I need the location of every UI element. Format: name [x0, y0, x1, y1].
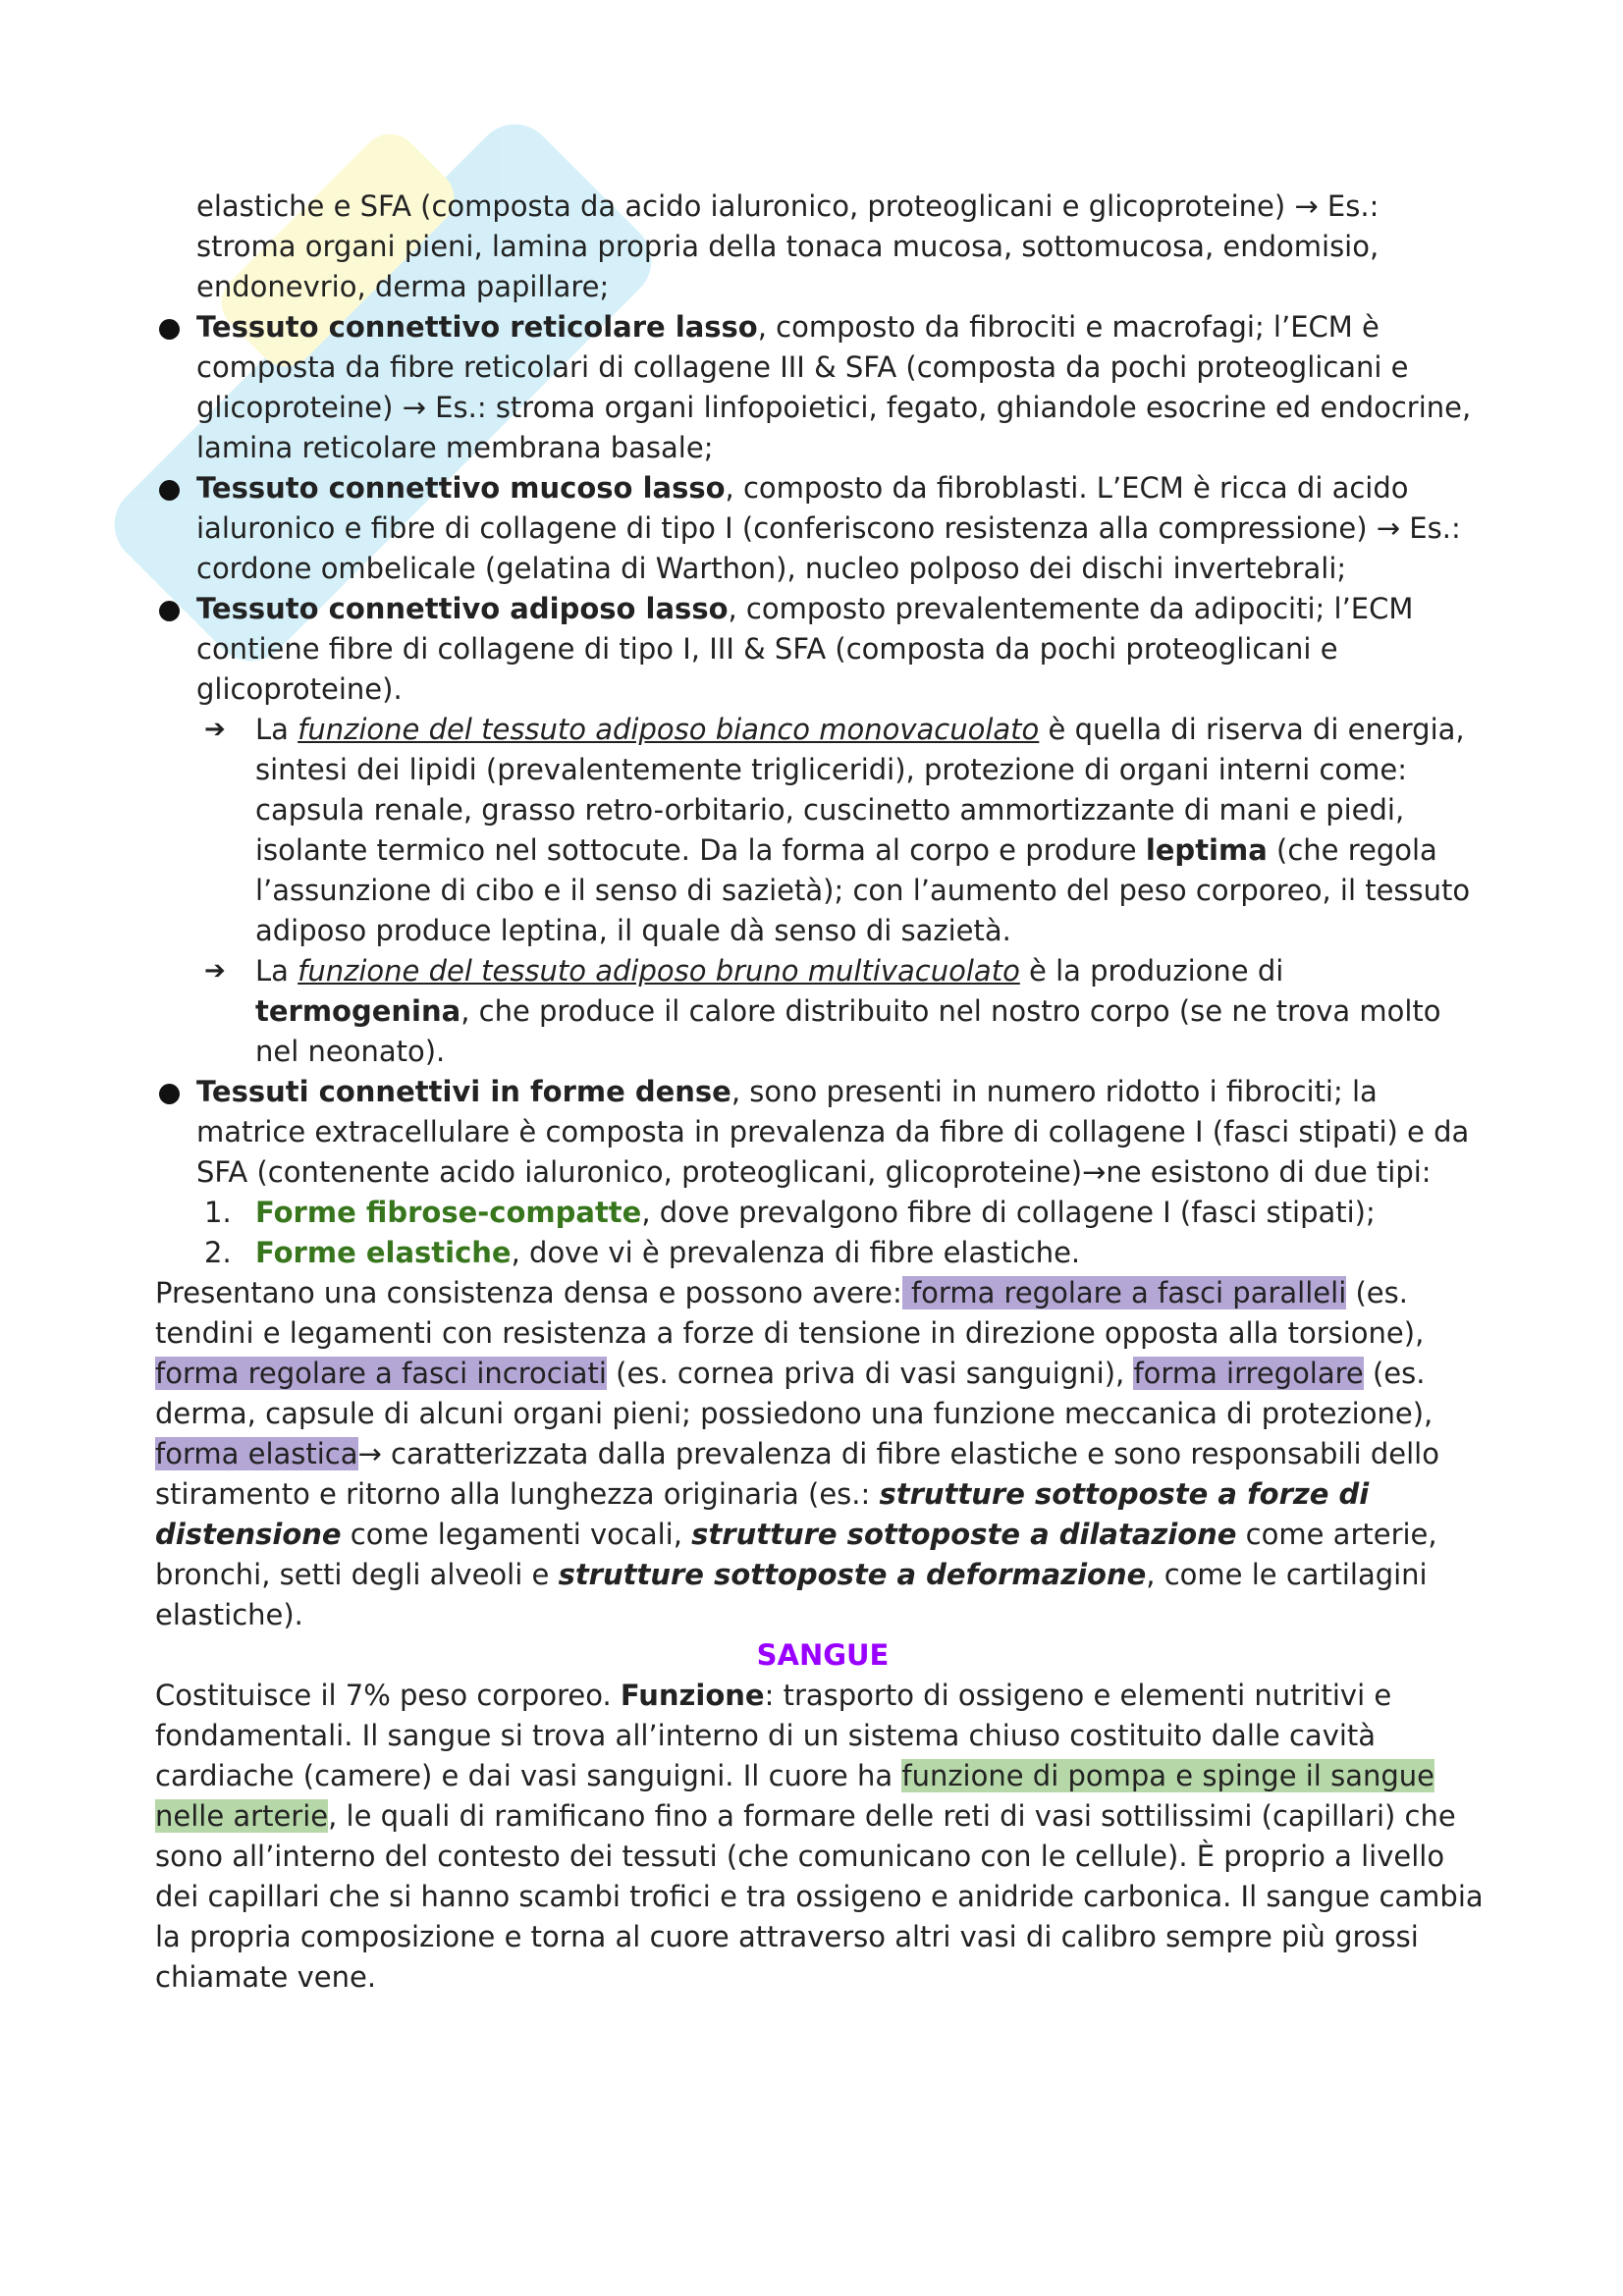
text-run: (es. tendini e legamenti con resistenza a forze di tensione in direzione opposta alla torsione), [155, 1276, 1425, 1350]
item-text: , dove prevalgono fibre di collagene I (fasci stipati); [641, 1196, 1376, 1229]
intro-line: stroma organi pieni, lamina propria della tonaca mucosa, sottomucosa, endomisio, [196, 230, 1380, 263]
sub-item-adiposo-bianco [155, 710, 1490, 951]
item-number: 1. [204, 1196, 232, 1229]
arrow-right-icon: ➔ [204, 715, 226, 744]
text-run: Costituisce il 7% peso corporeo. [155, 1679, 621, 1712]
sub-item-bold: termogenina [255, 994, 461, 1028]
highlight: funzione di pompa e spinge il sangue nelle arterie [155, 1759, 1434, 1833]
bullet-dot-icon [159, 480, 180, 501]
bold-italic-text: strutture sottoposte a deformazione [558, 1558, 1147, 1591]
sub-item-prefix: La [255, 954, 298, 988]
item-text: , dove vi è prevalenza di fibre elastiche. [511, 1236, 1081, 1269]
sub-item-text: è quella di riserva di energia, sintesi dei lipidi (prevalentemente trigliceridi), protezione di organi interni come: capsula renale, grasso retro-orbitario, cuscinetto ammortizzante di mani e piedi, isolante termico nel sottocute. Da la forma al corpo e produre [255, 713, 1465, 867]
bullet-title: Tessuto connettivo reticolare lasso [196, 310, 758, 344]
bullet-denso [155, 1072, 1490, 1193]
bullet-dot-icon [159, 601, 180, 621]
sub-item-title: funzione del tessuto adiposo bianco monovacuolato [298, 713, 1040, 746]
bullet-reticolare [155, 307, 1490, 468]
intro-paragraph [155, 187, 1490, 307]
item-title: Forme fibrose-compatte [255, 1196, 642, 1229]
text-run: come legamenti vocali, [341, 1518, 692, 1551]
paragraph-presentano [155, 1273, 1490, 1635]
intro-line: endonevrio, derma papillare; [196, 270, 610, 303]
section-heading-sangue: SANGUE [756, 1638, 890, 1672]
item-number: 2. [204, 1236, 232, 1269]
bullet-title: Tessuto connettivo mucoso lasso [196, 471, 726, 505]
highlight: forma regolare a fasci incrociati [155, 1357, 607, 1390]
bold-italic-text: strutture sottoposte a dilatazione [691, 1518, 1237, 1551]
bullet-title: Tessuti connettivi in forme dense [196, 1075, 731, 1108]
sub-item-title: funzione del tessuto adiposo bruno multivacuolato [298, 954, 1020, 988]
text-run: , le quali di ramificano fino a formare delle reti di vasi sottilissimi (capillari) che sono all’interno del contesto dei tessuti (che comunicano con le cellule). È proprio a livello dei capillari che si hanno scambi trofici e tra ossigeno e anidride carbonica. Il sangue cambia la propria composizione e torna al cuore attraverso altri vasi di calibro sempre più grossi chiamate vene. [155, 1799, 1484, 1994]
bullet-dot-icon [159, 319, 180, 340]
arrow-right-icon: ➔ [204, 956, 226, 986]
bold-italic-text: strutture sottoposte a forze di distensione [155, 1477, 1370, 1551]
text-run: come arterie, bronchi, setti degli alveoli e [155, 1518, 1437, 1591]
numbered-item [155, 1233, 1490, 1273]
bullet-text: , sono presenti in numero ridotto i fibrociti; la matrice extracellulare è composta in prevalenza da fibre di collagene I (fasci stipati) e da SFA (contenente acido ialuronico, proteoglicani, glicoproteine)→ne esistono di due tipi: [196, 1075, 1470, 1189]
text-run: : trasporto di ossigeno e elementi nutritivi e fondamentali. Il sangue si trova all’interno di un sistema chiuso costituito dalle cavità cardiache (camere) e dai vasi sanguigni. Il cuore ha [155, 1679, 1392, 1792]
sub-item-text: (che regola l’assunzione di cibo e il senso di sazietà); con l’aumento del peso corporeo, il tessuto adiposo produce leptina, il quale dà senso di sazietà. [255, 833, 1471, 947]
sub-item-bold: leptima [1145, 833, 1268, 867]
text-run: Presentano una consistenza densa e possono avere: [155, 1276, 902, 1309]
bullet-text: , composto prevalentemente da adipociti; l’ECM contiene fibre di collagene di tipo I, III & SFA (composta da pochi proteoglicani e glicoproteine). [196, 592, 1414, 706]
bold-text: Funzione [620, 1679, 765, 1712]
highlight: forma elastica [155, 1437, 358, 1470]
text-run: → caratterizzata dalla prevalenza di fibre elastiche e sono responsabili dello stiramento e ritorno alla lunghezza originaria (es.: [155, 1437, 1439, 1511]
highlight: forma regolare a fasci paralleli [901, 1276, 1347, 1309]
bullet-dot-icon [159, 1084, 180, 1104]
text-run: (es. derma, capsule di alcuni organi pieni; possiedono una funzione meccanica di protezione), [155, 1357, 1434, 1430]
sub-item-prefix: La [255, 713, 298, 746]
sub-item-text: , che produce il calore distribuito nel nostro corpo (se ne trova molto nel neonato). [255, 994, 1441, 1068]
bullet-title: Tessuto connettivo adiposo lasso [196, 592, 729, 625]
bullet-text: , composto da fibrociti e macrofagi; l’ECM è composta da fibre reticolari di collagene III & SFA (composta da pochi proteoglicani e glicoproteine) → Es.: stroma organi linfopoietici, fegato, ghiandole esocrine ed endocrine, lamina reticolare membrana basale; [196, 310, 1472, 464]
item-title: Forme elastiche [255, 1236, 512, 1269]
document-page [155, 187, 1490, 1998]
text-run: , come le cartilagini elastiche). [155, 1558, 1428, 1631]
numbered-item [155, 1193, 1490, 1233]
sub-item-text: è la produzione di [1019, 954, 1284, 988]
highlight: forma irregolare [1133, 1357, 1364, 1390]
bullet-adiposo [155, 589, 1490, 710]
sub-item-adiposo-bruno [155, 951, 1490, 1072]
bullet-text: , composto da fibroblasti. L’ECM è ricca di acido ialuronico e fibre di collagene di tipo I (conferiscono resistenza alla compressione) → Es.: cordone ombelicale (gelatina di Warthon), nucleo polposo dei dischi invertebrali; [196, 471, 1461, 585]
bullet-mucoso [155, 468, 1490, 589]
intro-line: elastiche e SFA (composta da acido ialuronico, proteoglicani e glicoproteine) → Es.: [196, 189, 1380, 223]
paragraph-sangue [155, 1676, 1490, 1998]
text-run: (es. cornea priva di vasi sanguigni), [606, 1357, 1134, 1390]
